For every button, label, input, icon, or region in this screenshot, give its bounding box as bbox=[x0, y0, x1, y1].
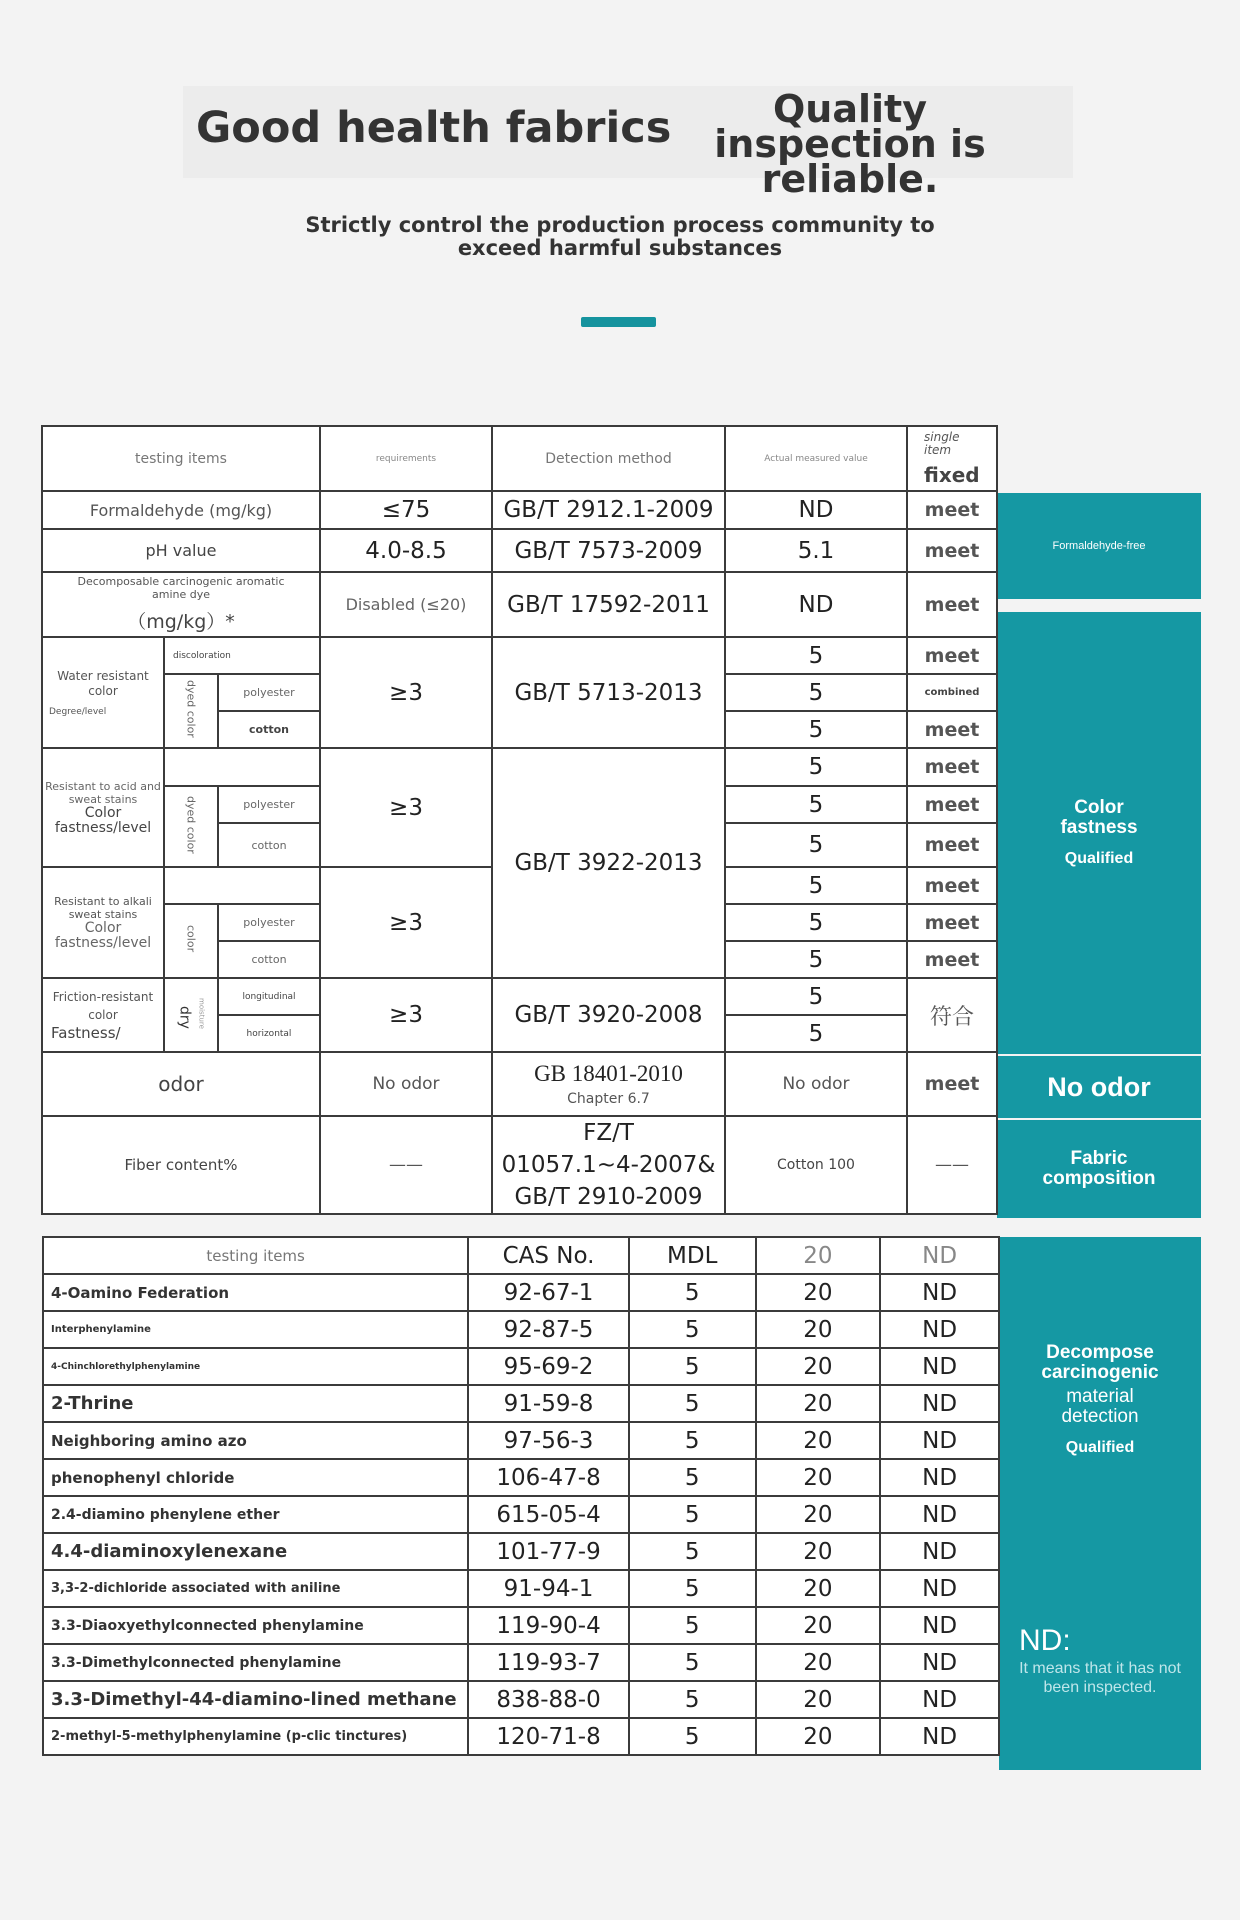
amine-item: 3.3-Dimethyl-44-diamino-lined methane bbox=[43, 1681, 468, 1718]
water-value-2: 5 bbox=[725, 674, 907, 711]
alkali-label-1: Resistant to alkali sweat stains bbox=[54, 894, 152, 921]
amine-mdl: 5 bbox=[629, 1274, 756, 1311]
amine-item: 3,3-2-dichloride associated with aniline bbox=[43, 1570, 468, 1607]
amine-cas: 615-05-4 bbox=[468, 1496, 629, 1533]
acid-result-2: meet bbox=[907, 786, 997, 823]
odor-result: meet bbox=[907, 1052, 997, 1116]
amine-result: ND bbox=[880, 1681, 999, 1718]
amine-item: 2-methyl-5-methylphenylamine (p-clic tinctures) bbox=[43, 1718, 468, 1755]
amine-header-cas: CAS No. bbox=[468, 1237, 629, 1274]
amine-mdl: 5 bbox=[629, 1311, 756, 1348]
amine-mdl: 5 bbox=[629, 1644, 756, 1681]
alkali-result-3: meet bbox=[907, 941, 997, 978]
acid-label-1: Resistant to acid and sweat stains bbox=[45, 779, 161, 806]
azo-result: meet bbox=[907, 572, 997, 637]
water-polyester: polyester bbox=[218, 674, 320, 711]
side-panel-color-fastness bbox=[997, 612, 1201, 1054]
amine-limit: 20 bbox=[756, 1681, 881, 1718]
amine-table bbox=[42, 1236, 1000, 1756]
amine-row bbox=[43, 1681, 999, 1718]
amine-row bbox=[43, 1533, 999, 1570]
amine-row bbox=[43, 1496, 999, 1533]
accent-bar bbox=[581, 317, 656, 327]
acid-value-1: 5 bbox=[725, 748, 907, 786]
formaldehyde-method: GB/T 2912.1-2009 bbox=[492, 491, 725, 529]
amine-mdl: 5 bbox=[629, 1459, 756, 1496]
amine-item: 2-Thrine bbox=[43, 1385, 468, 1422]
row-azo bbox=[42, 572, 997, 637]
amine-limit: 20 bbox=[756, 1570, 881, 1607]
alkali-result-2: meet bbox=[907, 904, 997, 941]
amine-mdl: 5 bbox=[629, 1533, 756, 1570]
water-stain: dyed color bbox=[184, 680, 198, 738]
azo-cell bbox=[42, 572, 320, 637]
amine-cas: 120-71-8 bbox=[468, 1718, 629, 1755]
odor-method-sub: Chapter 6.7 bbox=[567, 1091, 650, 1107]
friction-value-2: 5 bbox=[725, 1015, 907, 1052]
amine-row bbox=[43, 1570, 999, 1607]
amine-result: ND bbox=[880, 1496, 999, 1533]
carcinogenic-title-1: Decompose carcinogenic bbox=[1041, 1342, 1159, 1383]
amine-cas: 92-87-5 bbox=[468, 1311, 629, 1348]
row-friction-1 bbox=[42, 978, 997, 1015]
fiber-req: —— bbox=[320, 1116, 492, 1214]
friction-longitudinal: longitudinal bbox=[218, 978, 320, 1015]
amine-limit: 20 bbox=[756, 1274, 881, 1311]
amine-mdl: 5 bbox=[629, 1718, 756, 1755]
acid-req: ≥3 bbox=[320, 748, 492, 867]
friction-label-2: Fastness/ bbox=[51, 1024, 121, 1042]
azo-value: ND bbox=[725, 572, 907, 637]
amine-item: 4.4-diaminoxylenexane bbox=[43, 1533, 468, 1570]
friction-value-1: 5 bbox=[725, 978, 907, 1015]
amine-result: ND bbox=[880, 1607, 999, 1644]
azo-method: GB/T 17592-2011 bbox=[492, 572, 725, 637]
header-testing-items: testing items bbox=[42, 426, 320, 491]
nd-label: ND: bbox=[1019, 1624, 1071, 1657]
header-fixed: fixed bbox=[924, 462, 980, 487]
side-panel-no-odor bbox=[997, 1056, 1201, 1118]
acid-stain: dyed color bbox=[184, 795, 198, 854]
water-result-1: meet bbox=[907, 637, 997, 674]
amine-cas: 97-56-3 bbox=[468, 1422, 629, 1459]
amine-row bbox=[43, 1607, 999, 1644]
amine-item: phenophenyl chloride bbox=[43, 1459, 468, 1496]
amine-item: Neighboring amino azo bbox=[43, 1422, 468, 1459]
amine-limit: 20 bbox=[756, 1496, 881, 1533]
subtitle: Strictly control the production process community to exceed harmful substances bbox=[305, 213, 935, 260]
acid-result-1: meet bbox=[907, 748, 997, 786]
friction-req: ≥3 bbox=[320, 978, 492, 1052]
amine-mdl: 5 bbox=[629, 1385, 756, 1422]
formaldehyde-result: meet bbox=[907, 491, 997, 529]
amine-item: Interphenylamine bbox=[43, 1311, 468, 1348]
side-panel-formaldehyde bbox=[997, 493, 1201, 599]
amine-result: ND bbox=[880, 1570, 999, 1607]
amine-limit: 20 bbox=[756, 1644, 881, 1681]
odor-value: No odor bbox=[725, 1052, 907, 1116]
amine-mdl: 5 bbox=[629, 1681, 756, 1718]
side-panel-fabric bbox=[997, 1120, 1201, 1218]
amine-mdl: 5 bbox=[629, 1348, 756, 1385]
amine-result: ND bbox=[880, 1644, 999, 1681]
formaldehyde-label: Formaldehyde (mg/kg) bbox=[42, 491, 320, 529]
amine-cas: 119-90-4 bbox=[468, 1607, 629, 1644]
nd-note: It means that it has not been inspected. bbox=[1019, 1660, 1181, 1696]
row-odor bbox=[42, 1052, 997, 1116]
amine-limit: 20 bbox=[756, 1422, 881, 1459]
amine-result: ND bbox=[880, 1533, 999, 1570]
water-stain-cell bbox=[164, 674, 218, 748]
page-title-secondary: Quality inspection is reliable. bbox=[714, 87, 986, 201]
page-title: Good health fabrics bbox=[196, 103, 672, 153]
amine-header-items: testing items bbox=[43, 1237, 468, 1274]
azo-unit: （mg/kg）* bbox=[127, 611, 235, 633]
amine-row bbox=[43, 1385, 999, 1422]
color-fastness-qualified: Qualified bbox=[1064, 850, 1134, 867]
alkali-value-1: 5 bbox=[725, 867, 907, 904]
fiber-method-3: GB/T 2910-2009 bbox=[514, 1184, 703, 1210]
amine-limit: 20 bbox=[756, 1718, 881, 1755]
amine-result: ND bbox=[880, 1385, 999, 1422]
amine-item: 4-Oamino Federation bbox=[43, 1274, 468, 1311]
friction-label-cell bbox=[42, 978, 164, 1052]
alkali-stain-cell bbox=[164, 904, 218, 978]
odor-label: odor bbox=[42, 1052, 320, 1116]
alkali-stain: color bbox=[184, 925, 198, 953]
friction-dry-cell bbox=[164, 978, 218, 1052]
amine-result: ND bbox=[880, 1348, 999, 1385]
acid-cotton: cotton bbox=[218, 823, 320, 867]
header-method: Detection method bbox=[492, 426, 725, 491]
amine-mdl: 5 bbox=[629, 1570, 756, 1607]
amine-row bbox=[43, 1459, 999, 1496]
amine-limit: 20 bbox=[756, 1607, 881, 1644]
amine-header-row bbox=[43, 1237, 999, 1274]
water-label-cell bbox=[42, 637, 164, 748]
friction-dry: dry bbox=[176, 1005, 193, 1029]
ph-req: 4.0-8.5 bbox=[320, 529, 492, 572]
amine-limit: 20 bbox=[756, 1533, 881, 1570]
water-sublabel: Degree/level bbox=[49, 706, 107, 717]
alkali-value-2: 5 bbox=[725, 904, 907, 941]
alkali-label-cell bbox=[42, 867, 164, 978]
water-value-1: 5 bbox=[725, 637, 907, 674]
acid-result-3: meet bbox=[907, 823, 997, 867]
amine-result: ND bbox=[880, 1274, 999, 1311]
alkali-cotton: cotton bbox=[218, 941, 320, 978]
water-req: ≥3 bbox=[320, 637, 492, 748]
amine-cas: 92-67-1 bbox=[468, 1274, 629, 1311]
amine-cas: 838-88-0 bbox=[468, 1681, 629, 1718]
amine-mdl: 5 bbox=[629, 1496, 756, 1533]
odor-method-cell bbox=[492, 1052, 725, 1116]
formaldehyde-free-label: Formaldehyde-free bbox=[1052, 540, 1146, 552]
amine-item: 3.3-Diaoxyethylconnected phenylamine bbox=[43, 1607, 468, 1644]
amine-cas: 106-47-8 bbox=[468, 1459, 629, 1496]
fiber-method-2: 01057.1~4-2007& bbox=[501, 1152, 716, 1178]
water-result-3: meet bbox=[907, 711, 997, 748]
amine-cas: 95-69-2 bbox=[468, 1348, 629, 1385]
acid-value-2: 5 bbox=[725, 786, 907, 823]
alkali-result-1: meet bbox=[907, 867, 997, 904]
header-actual: Actual measured value bbox=[725, 426, 907, 491]
ph-value: 5.1 bbox=[725, 529, 907, 572]
header-single bbox=[907, 426, 997, 491]
water-discoloration: discoloration bbox=[164, 637, 320, 674]
acid-value-3: 5 bbox=[725, 823, 907, 867]
acid-label-2: Color fastness/level bbox=[54, 804, 152, 836]
amine-cas: 91-94-1 bbox=[468, 1570, 629, 1607]
amine-item: 3.3-Dimethylconnected phenylamine bbox=[43, 1644, 468, 1681]
amine-result: ND bbox=[880, 1718, 999, 1755]
friction-wet: moisture bbox=[197, 997, 206, 1029]
water-label: Water resistant color bbox=[57, 668, 149, 698]
amine-result: ND bbox=[880, 1459, 999, 1496]
inspection-table bbox=[41, 425, 998, 1215]
amine-limit: 20 bbox=[756, 1311, 881, 1348]
carcinogenic-qualified: Qualified bbox=[1065, 1439, 1135, 1456]
amine-mdl: 5 bbox=[629, 1422, 756, 1459]
water-cotton: cotton bbox=[218, 711, 320, 748]
alkali-value-3: 5 bbox=[725, 941, 907, 978]
acid-polyester: polyester bbox=[218, 786, 320, 823]
amine-row bbox=[43, 1348, 999, 1385]
ph-label: pH value bbox=[42, 529, 320, 572]
water-method: GB/T 5713-2013 bbox=[492, 637, 725, 748]
amine-limit: 20 bbox=[756, 1385, 881, 1422]
side-panel-carcinogenic bbox=[999, 1237, 1201, 1770]
amine-row bbox=[43, 1422, 999, 1459]
row-water-1 bbox=[42, 637, 997, 674]
amine-header-result: ND bbox=[880, 1237, 999, 1274]
water-result-2: combined bbox=[907, 674, 997, 711]
amine-cas: 91-59-8 bbox=[468, 1385, 629, 1422]
amine-header-mdl: MDL bbox=[629, 1237, 756, 1274]
fiber-value: Cotton 100 bbox=[725, 1116, 907, 1214]
amine-row bbox=[43, 1274, 999, 1311]
acid-stain-cell bbox=[164, 786, 218, 867]
fabric-composition-label: Fabric composition bbox=[1042, 1148, 1156, 1189]
amine-mdl: 5 bbox=[629, 1607, 756, 1644]
azo-req: Disabled (≤20) bbox=[320, 572, 492, 637]
acid-blank bbox=[164, 748, 320, 786]
amine-header-limit: 20 bbox=[756, 1237, 881, 1274]
ph-method: GB/T 7573-2009 bbox=[492, 529, 725, 572]
fiber-result: —— bbox=[907, 1116, 997, 1214]
amine-result: ND bbox=[880, 1311, 999, 1348]
amine-item: 2.4-diamino phenylene ether bbox=[43, 1496, 468, 1533]
amine-row bbox=[43, 1311, 999, 1348]
formaldehyde-value: ND bbox=[725, 491, 907, 529]
amine-row bbox=[43, 1644, 999, 1681]
amine-limit: 20 bbox=[756, 1348, 881, 1385]
amine-item: 4-Chinchlorethylphenylamine bbox=[43, 1348, 468, 1385]
row-formaldehyde bbox=[42, 491, 997, 529]
odor-method: GB 18401-2010 bbox=[534, 1061, 683, 1086]
friction-result: 符合 bbox=[907, 978, 997, 1052]
amine-cas: 119-93-7 bbox=[468, 1644, 629, 1681]
friction-horizontal: horizontal bbox=[218, 1015, 320, 1052]
fiber-method-1: FZ/T bbox=[583, 1120, 634, 1146]
friction-label-1: Friction-resistant color bbox=[52, 990, 154, 1022]
acid-label-cell bbox=[42, 748, 164, 867]
water-value-3: 5 bbox=[725, 711, 907, 748]
alkali-label-2: Color fastness/level bbox=[54, 919, 152, 951]
header-requirements: requirements bbox=[320, 426, 492, 491]
no-odor-label: No odor bbox=[1047, 1071, 1151, 1102]
row-ph bbox=[42, 529, 997, 572]
row-fiber bbox=[42, 1116, 997, 1214]
amine-result: ND bbox=[880, 1422, 999, 1459]
friction-method: GB/T 3920-2008 bbox=[492, 978, 725, 1052]
ph-result: meet bbox=[907, 529, 997, 572]
fiber-label: Fiber content% bbox=[42, 1116, 320, 1214]
amine-row bbox=[43, 1718, 999, 1755]
amine-body bbox=[43, 1274, 999, 1755]
header-single-item: single item bbox=[924, 429, 960, 457]
amine-limit: 20 bbox=[756, 1459, 881, 1496]
alkali-req: ≥3 bbox=[320, 867, 492, 978]
color-fastness-label: Color fastness bbox=[1060, 797, 1138, 838]
carcinogenic-title-2: material detection bbox=[1061, 1386, 1139, 1427]
azo-label: Decomposable carcinogenic aromatic amine dye bbox=[77, 575, 285, 601]
sweat-method: GB/T 3922-2013 bbox=[492, 748, 725, 978]
alkali-polyester: polyester bbox=[218, 904, 320, 941]
alkali-blank bbox=[164, 867, 320, 904]
odor-req: No odor bbox=[320, 1052, 492, 1116]
formaldehyde-req: ≤75 bbox=[320, 491, 492, 529]
amine-cas: 101-77-9 bbox=[468, 1533, 629, 1570]
fiber-method-cell bbox=[492, 1116, 725, 1214]
row-acid-1 bbox=[42, 748, 997, 786]
